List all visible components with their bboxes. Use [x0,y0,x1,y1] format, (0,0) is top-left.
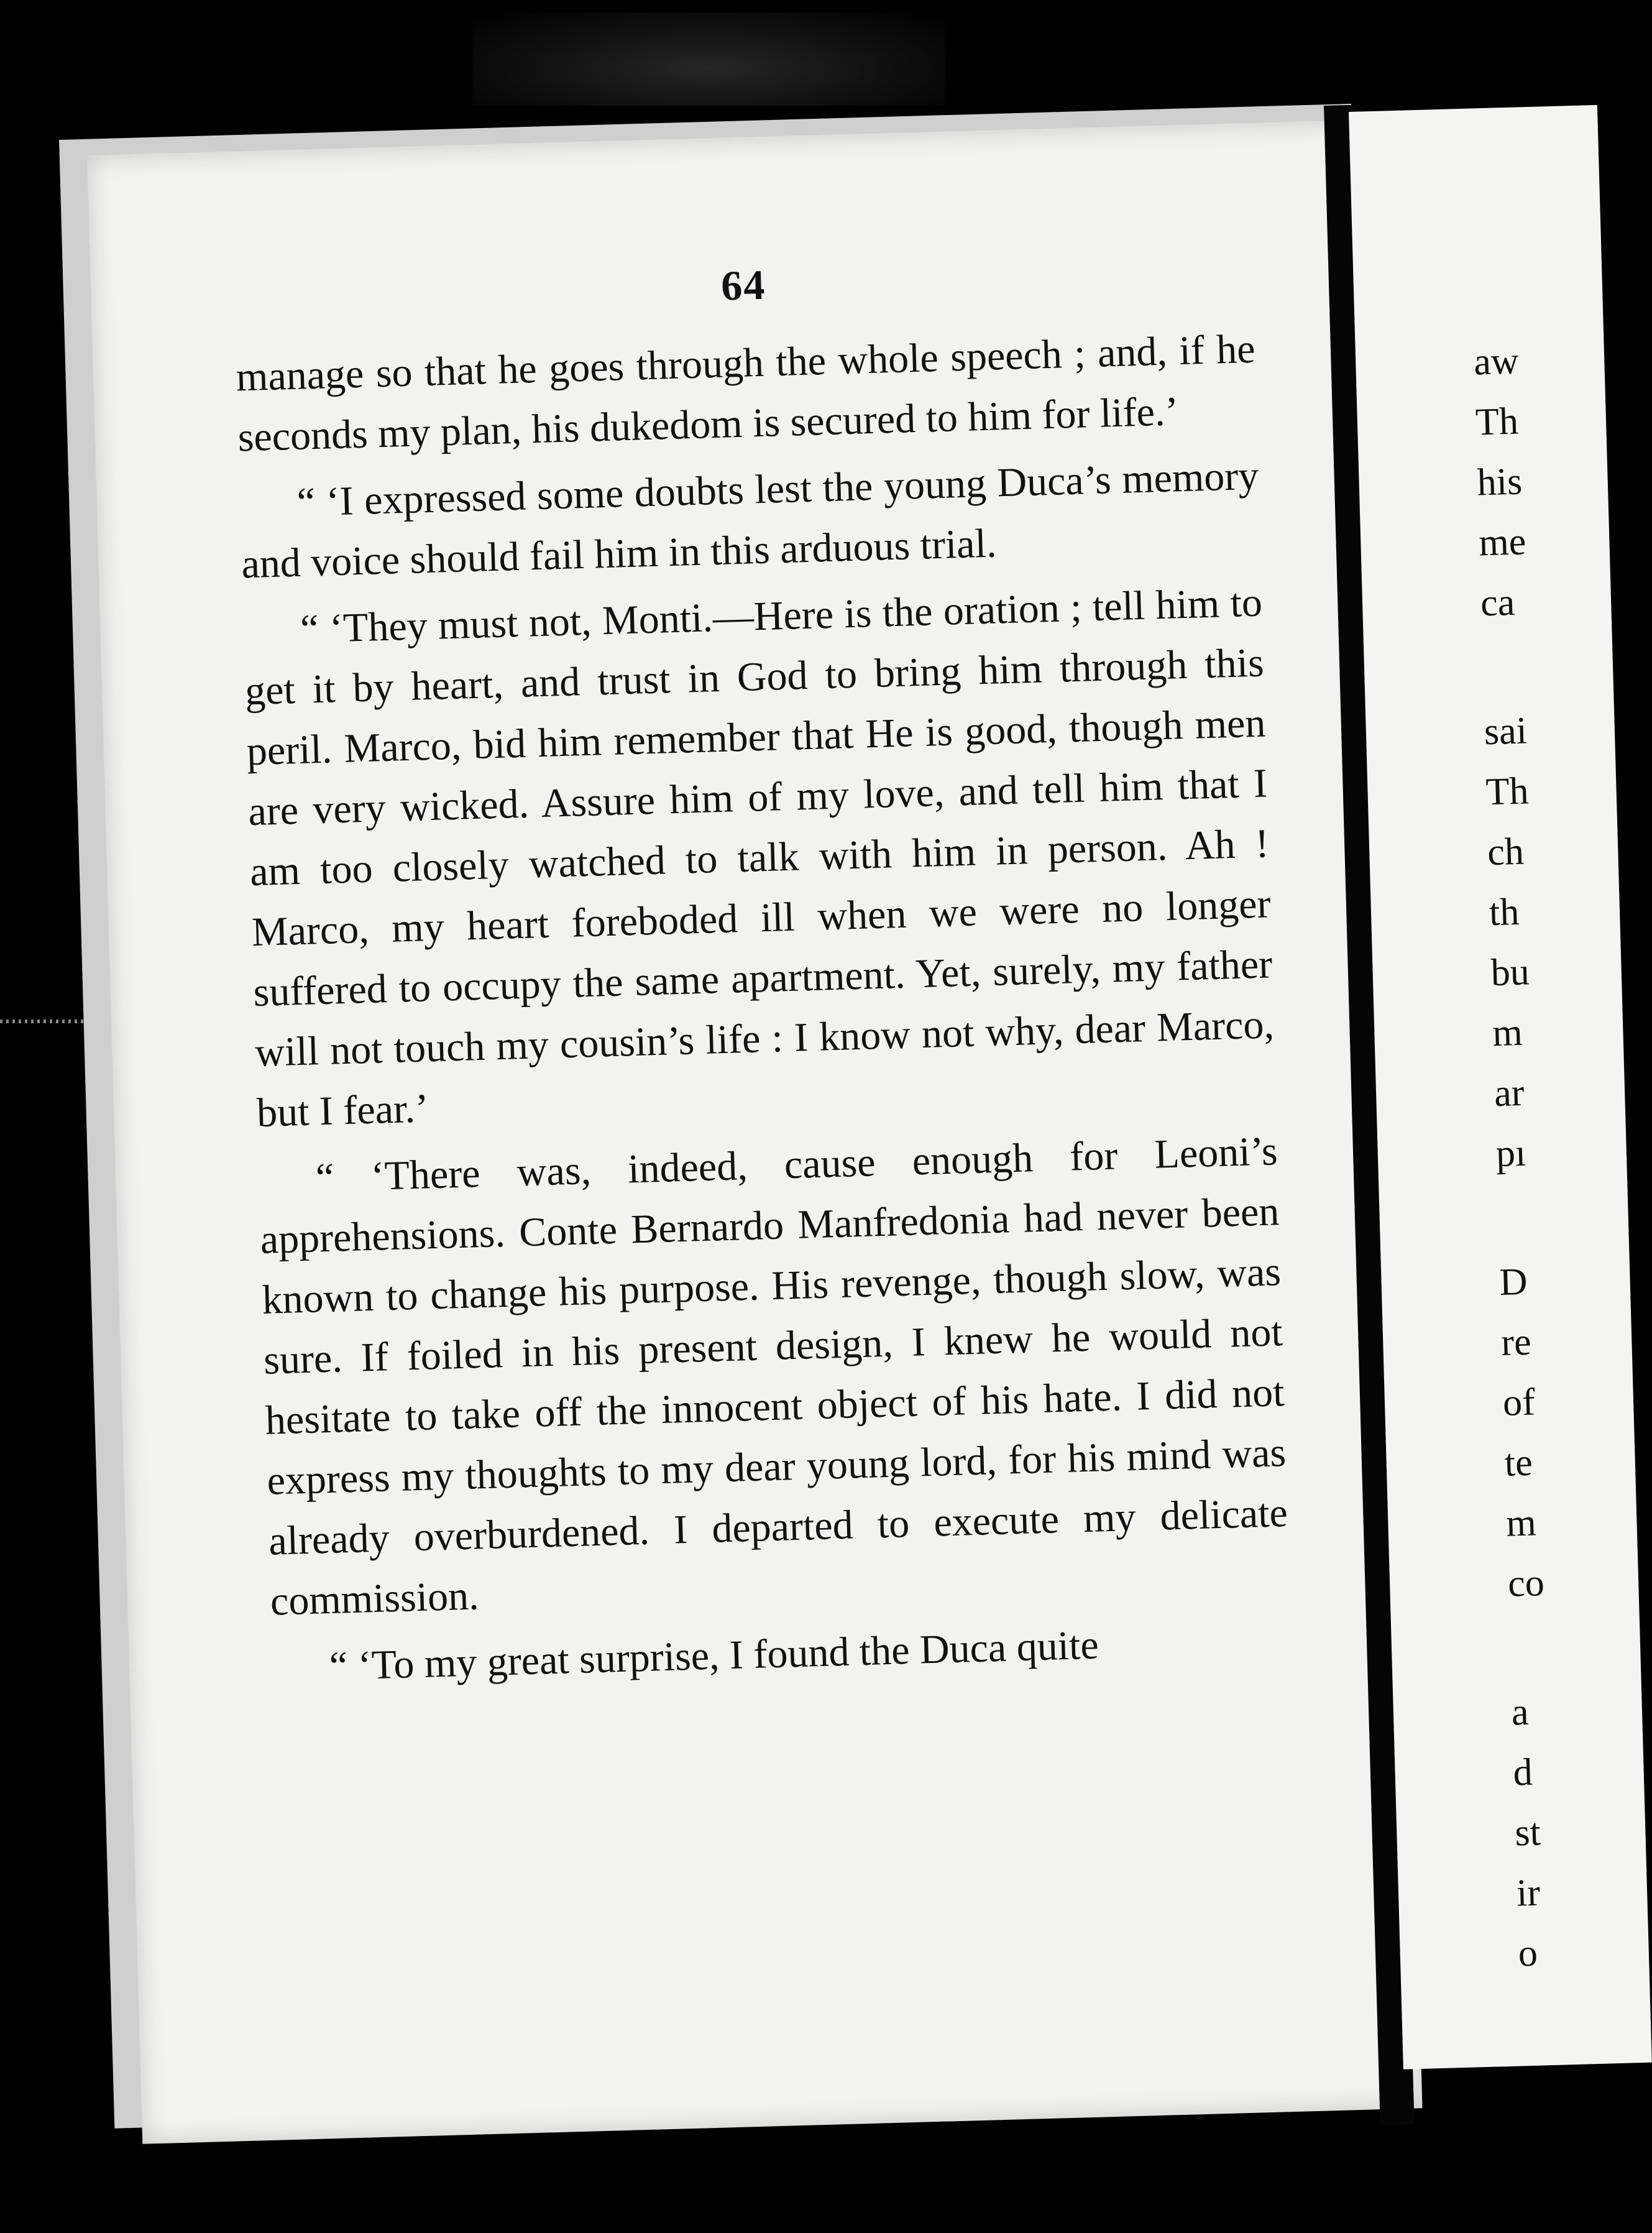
line-fragment: of [1502,1381,1536,1424]
paragraph: manage so that he goes through the whole speech ; and, if he seconds my plan, his dukedom is secured to him for life.’ [236,326,1256,461]
line-fragment: ar [1494,1071,1525,1115]
line-fragment: his [1476,460,1523,504]
line-fragment: me [1478,520,1527,564]
margin-mark [263,2009,283,2053]
line-fragment: te [1503,1441,1533,1485]
left-page [87,119,1423,2143]
line-fragment: o [1517,1931,1538,1975]
line-fragment: d [1512,1751,1533,1794]
line-fragment: ir [1516,1871,1541,1915]
paragraph-gap [1509,1611,1635,1683]
paragraph: “ ‘To my great surprise, I found the Duca quite [328,1622,1099,1690]
line-fragment: a [1511,1690,1530,1734]
line-fragment: pı [1495,1131,1527,1176]
paragraph-gap [1482,630,1608,702]
scan-artifact-dots [0,1020,87,1023]
facing-page-text [1473,329,1643,1984]
page-body [233,241,1292,1705]
line-fragment: ch [1487,830,1525,874]
line-fragment: aw [1473,339,1520,384]
line-fragment: st [1514,1811,1541,1854]
page-number: 64 [720,260,767,310]
line-fragment: D [1498,1260,1528,1304]
scan-shadow-top [472,12,945,106]
line-fragment: co [1507,1562,1545,1605]
line-fragment: Th [1485,770,1530,814]
paragraph: “ ‘I expressed some doubts lest the young Duca’s memory and voice should fail him in this arduous trial. [241,453,1260,587]
paragraph: “ ‘There was, indeed, cause enough for Leoni’s apprehensions. Conte Bernardo Manfredonia had never been known to change his purpose. His revenge, though slow, was sure. If foiled in his present design, I knew he would not hesitate to take off the innocent object of his hate. I did not express my thoughts to my dear young lord, for his mind was already overburdened. I departed to execute my delicate commission. [259,1128,1288,1624]
line-fragment: sai [1483,709,1528,753]
line-fragment: m [1492,1011,1523,1055]
line-fragment: Th [1475,400,1519,444]
paragraph: “ ‘They must not, Monti.—Here is the oration ; tell him to get it by heart, and trust in God to bring him through this peril. Marco, bid him remember that He is good, though men are very wicked. Assure him of my love, and tell him that I am too closely watched to talk with him in person. Ah ! Marco, my heart foreboded ill when we were no longer suffered to occupy the same apartment. Yet, surely, my father will not touch my cousin’s life : I know not why, dear Marco, but I fear.’ [244,579,1275,1136]
line-fragment: th [1489,890,1520,934]
line-fragment: m [1505,1501,1537,1545]
line-fragment: re [1500,1320,1532,1364]
paragraph-gap [1497,1181,1623,1253]
line-fragment: ca [1480,581,1516,625]
line-fragment: bu [1490,951,1530,995]
